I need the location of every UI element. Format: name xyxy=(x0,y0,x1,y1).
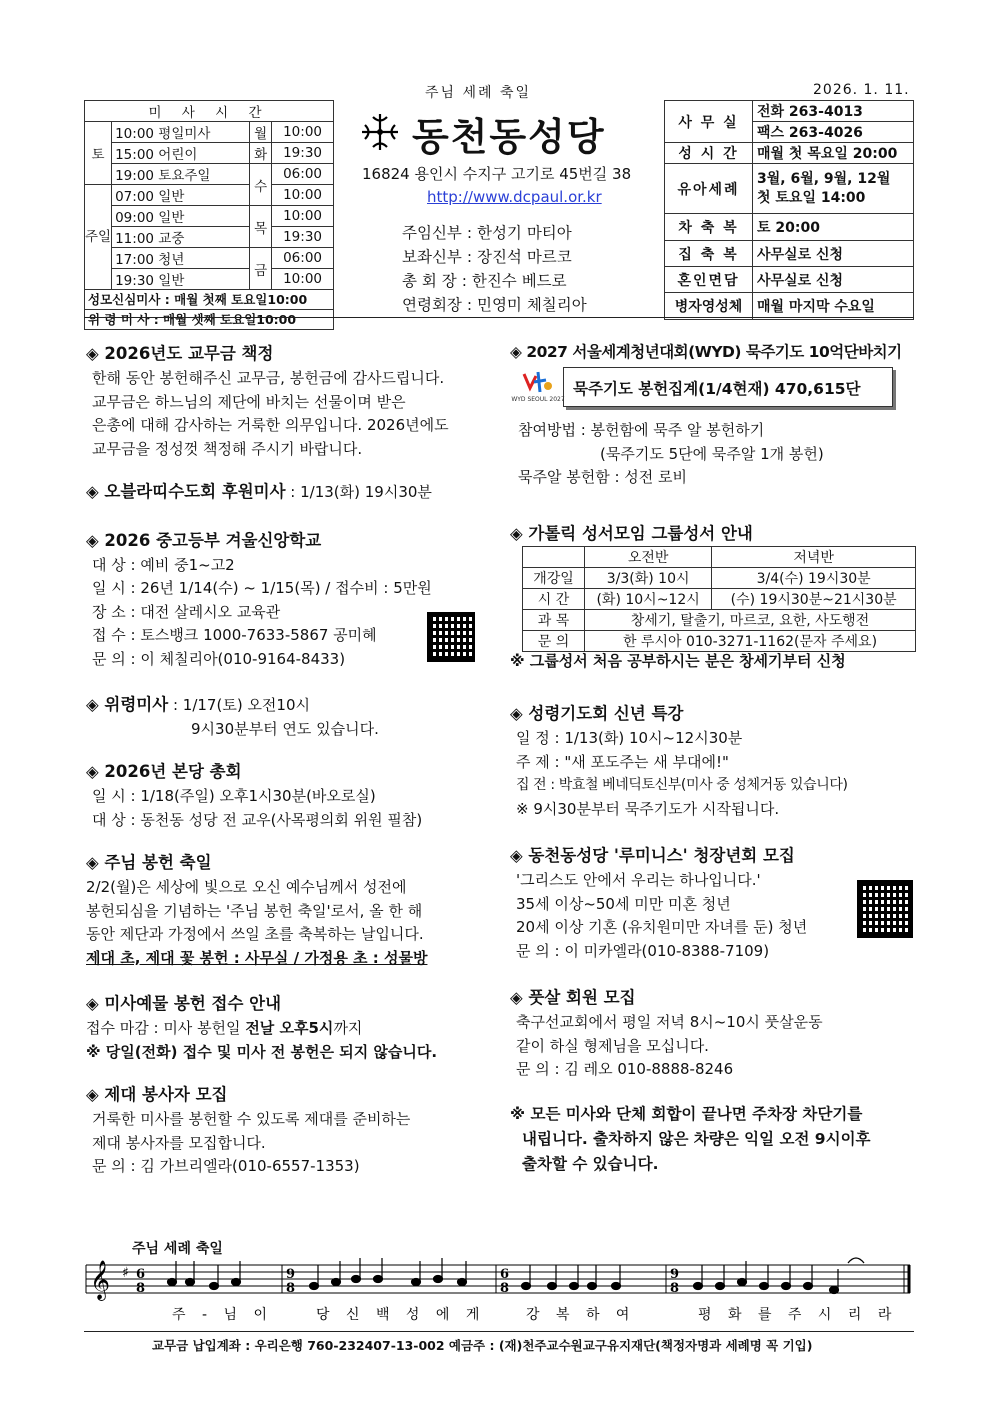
section-presentation-title: ◈ 주님 봉헌 축일 xyxy=(86,853,212,872)
svg-text:6: 6 xyxy=(136,1267,146,1282)
section-luminis-title: ◈ 동천동성당 '루미니스' 청장년회 모집 xyxy=(510,846,795,865)
section-oblati-time: : 1/13(화) 19시30분 xyxy=(285,483,432,501)
winter-school-qr-code-icon[interactable] xyxy=(427,612,475,662)
text-line: 2/2(월)은 세상에 빛으로 오신 예수님께서 성전에 xyxy=(86,878,407,896)
text-line: 문 의 : 이 체칠리아(010-9164-8433) xyxy=(92,649,346,668)
section-mass-offering-body xyxy=(86,1017,449,1064)
staff-president: 총 회 장 : 한진수 베드로 xyxy=(402,272,567,290)
weekday-time: 10:00 xyxy=(272,206,334,227)
lyric-line: 평 화 를 주 시 리 라 xyxy=(698,1307,898,1323)
table-cell: 한 루시아 010-3271-1162(문자 주세요) xyxy=(585,631,916,652)
saturday-label: 토 xyxy=(85,122,112,185)
text-line: 출차할 수 있습니다. xyxy=(522,1154,659,1173)
section-oblati-title: ◈ 오블라띠수도회 후원미사 xyxy=(86,482,286,501)
lyric-line: 당 신 백 성 에 게 xyxy=(316,1307,486,1323)
weekday-time: 10:00 xyxy=(272,269,334,290)
footer-account-info: 교무금 납입계좌 : 우리은행 760-232407-13-002 예금주 : (재)천주교수원교구유지재단(책정자명과 세례명 꼭 기입) xyxy=(152,1338,813,1353)
office-info-table xyxy=(664,100,914,320)
footer-divider xyxy=(84,1331,914,1332)
section-wyd-body xyxy=(518,419,824,490)
text-line: 문 의 : 김 레오 010-8888-8246 xyxy=(516,1060,734,1078)
svg-text:8: 8 xyxy=(670,1281,680,1296)
section-spirit-body xyxy=(516,727,871,821)
bulletin-date: 2026. 1. 11. xyxy=(813,82,910,98)
memorial-mass-note: 위 령 미 사 : 매월 셋째 토요일10:00 xyxy=(85,309,334,329)
section-memorial-time: : 1/17(토) 오전10시 xyxy=(168,696,310,714)
house-blessing-value: 사무실로 신청 xyxy=(753,241,914,267)
staff-assistant: 보좌신부 : 장진석 마르코 xyxy=(402,248,572,266)
text-line: 까지 xyxy=(333,1019,363,1037)
table-row xyxy=(523,610,916,631)
mass-time: 19:00 토요주일 xyxy=(112,164,250,185)
weekday-label: 금 xyxy=(250,248,272,290)
mass-time: 10:00 평일미사 xyxy=(112,122,250,143)
text-line: 일 정 : 1/13(화) 10시~12시30분 xyxy=(516,729,743,747)
office-phone: 전화 263-4013 xyxy=(753,101,914,122)
church-cross-logo-icon xyxy=(360,112,400,152)
marriage-label: 혼인면담 xyxy=(665,267,753,293)
text-line: 주 제 : "새 포도주는 새 부대에!" xyxy=(516,752,729,771)
text-line: 대 상 : 동천동 성당 전 교우(사목평의회 위원 필참) xyxy=(92,810,423,829)
text-line: 집 전 : 박효철 베네딕토신부(미사 중 성체거동 있습니다) xyxy=(516,777,848,793)
baptism-months: 3월, 6월, 9월, 12월 xyxy=(757,170,891,187)
text-line: 교무금은 하느님의 제단에 바치는 선물이며 받은 xyxy=(92,392,406,411)
marriage-value: 사무실로 신청 xyxy=(753,267,914,293)
section-memorial-mass xyxy=(86,691,449,718)
office-label: 사 무 실 xyxy=(665,101,753,143)
text-line: 교무금을 정성껏 책정해 주시기 바랍니다. xyxy=(92,439,363,458)
table-row xyxy=(523,631,916,652)
table-row xyxy=(523,568,916,589)
section-altar-server-title: ◈ 제대 봉사자 모집 xyxy=(86,1085,228,1104)
section-altar-server-body xyxy=(92,1108,449,1179)
weekday-label: 월 xyxy=(250,122,272,143)
text-line: '그리스도 안에서 우리는 하나입니다.' xyxy=(516,871,761,889)
section-spirit xyxy=(510,700,871,1177)
svg-text:8: 8 xyxy=(136,1281,146,1296)
text-line: 축구선교회에서 평일 저녁 8시~10시 풋살운동 xyxy=(516,1013,823,1031)
section-futsal-title: ◈ 풋살 회원 모집 xyxy=(510,988,636,1007)
section-presentation-body xyxy=(86,876,449,970)
mass-time: 19:30 일반 xyxy=(112,269,250,290)
section-luminis-body xyxy=(516,869,871,963)
mass-time: 07:00 일반 xyxy=(112,185,250,206)
staff-pastor: 주임신부 : 한성기 마티아 xyxy=(402,224,572,242)
section-offering-body xyxy=(92,367,449,461)
section-assembly-body xyxy=(92,785,449,832)
rosary-total-box: 묵주기도 봉헌집계(1/4현재) 470,615단 xyxy=(563,367,893,407)
lyric-line: 강 복 하 여 xyxy=(526,1307,636,1323)
music-title: 주님 세례 축일 xyxy=(132,1241,223,1257)
staff-funeral-head: 연령회장 : 민영미 체칠리아 xyxy=(402,296,587,314)
table-cell: 시 간 xyxy=(523,589,585,610)
table-header: 오전반 xyxy=(585,547,712,568)
bible-study-table xyxy=(522,546,916,652)
church-name: 동천동성당 xyxy=(412,115,606,159)
mass-offering-warning: ※ 당일(전화) 접수 및 미사 전 봉헌은 되지 않습니다. xyxy=(86,1042,438,1061)
weekday-label: 수 xyxy=(250,164,272,206)
svg-text:6: 6 xyxy=(500,1267,510,1282)
section-assembly-title: ◈ 2026년 본당 총회 xyxy=(86,762,242,781)
mass-table-title: 미 사 시 간 xyxy=(85,101,334,122)
right-column xyxy=(510,340,902,362)
mass-time: 09:00 일반 xyxy=(112,206,250,227)
bible-note: ※ 그룹성서 처음 공부하시는 분은 창세기부터 신청 xyxy=(510,652,846,670)
table-cell: 과 목 xyxy=(523,610,585,631)
weekday-time: 10:00 xyxy=(272,122,334,143)
lyric-line: 주 - 님 이 xyxy=(172,1307,273,1323)
luminis-qr-code-icon[interactable] xyxy=(857,880,913,938)
baptism-time: 첫 토요일 14:00 xyxy=(757,189,866,206)
text-line: 묵주알 봉헌함 : 성전 로비 xyxy=(518,468,688,486)
svg-text:8: 8 xyxy=(500,1281,510,1296)
table-cell: 개강일 xyxy=(523,568,585,589)
sick-communion-label: 병자영성체 xyxy=(665,293,753,320)
marian-mass-note: 성모신심미사 : 매월 첫째 토요일10:00 xyxy=(85,290,334,310)
mass-time: 11:00 교중 xyxy=(112,227,250,248)
sharp-icon: ♯ xyxy=(122,1265,129,1281)
svg-text:9: 9 xyxy=(286,1267,296,1282)
text-line: 일 시 : 26년 1/14(수) ~ 1/15(목) / 접수비 : 5만원 xyxy=(92,579,432,597)
text-line: 내립니다. 출차하지 않은 차량은 익일 오전 9시이후 xyxy=(522,1129,871,1148)
deadline-text: 전날 오후5시 xyxy=(245,1019,334,1037)
section-memorial-title: ◈ 위령미사 xyxy=(86,695,169,714)
section-mass-offering-title: ◈ 미사예물 봉헌 접수 안내 xyxy=(86,994,282,1013)
weekday-time: 10:00 xyxy=(272,185,334,206)
section-bible-title: ◈ 가톨릭 성서모임 그룹성서 안내 xyxy=(510,524,753,543)
feast-title: 주님 세례 축일 xyxy=(425,85,532,101)
staff-list xyxy=(402,221,587,317)
section-futsal-body xyxy=(516,1011,871,1082)
church-website-link[interactable]: http://www.dcpaul.or.kr xyxy=(427,188,602,206)
text-line: (묵주기도 5단에 묵주알 1개 봉헌) xyxy=(600,444,824,463)
wyd-logo-icon xyxy=(511,368,565,408)
weekday-time: 19:30 xyxy=(272,227,334,248)
church-address: 16824 용인시 수지구 고기로 45번길 38 xyxy=(362,165,632,183)
weekday-time: 19:30 xyxy=(272,143,334,164)
text-line: 대 상 : 예비 중1~고2 xyxy=(92,555,235,574)
text-line: 문 의 : 김 가브리엘라(010-6557-1353) xyxy=(92,1157,360,1175)
table-cell: 창세기, 탈출기, 마르코, 요한, 사도행전 xyxy=(585,610,916,631)
section-memorial-note: 9시30분부터 연도 있습니다. xyxy=(191,719,379,738)
text-line: 같이 하실 형제님을 모십니다. xyxy=(516,1036,709,1055)
fermata-icon xyxy=(848,1258,864,1263)
section-winter-school-title: ◈ 2026 중고등부 겨울신앙학교 xyxy=(86,530,322,550)
table-cell: 문 의 xyxy=(523,631,585,652)
text-line: 동안 제단과 가정에서 쓰일 초를 축복하는 날입니다. xyxy=(86,925,424,943)
section-spirit-title: ◈ 성령기도회 신년 특강 xyxy=(510,704,684,723)
text-line: ※ 9시30분부터 묵주기도가 시작됩니다. xyxy=(516,799,780,818)
svg-text:9: 9 xyxy=(670,1267,680,1282)
text-line: 참여방법 : 봉헌함에 묵주 알 봉헌하기 xyxy=(518,421,765,439)
car-blessing-label: 차 축 복 xyxy=(665,214,753,241)
text-line: 일 시 : 1/18(주일) 오후1시30분(바오로실) xyxy=(92,787,376,805)
weekday-label: 화 xyxy=(250,143,272,164)
text-line: 은총에 대해 감사하는 거룩한 의무입니다. 2026년에도 xyxy=(92,416,449,434)
table-cell: (화) 10시~12시 xyxy=(585,589,712,610)
text-line: 거룩한 미사를 봉헌할 수 있도록 제대를 준비하는 xyxy=(92,1110,411,1128)
weekday-time: 06:00 xyxy=(272,164,334,185)
left-column xyxy=(86,340,449,1179)
text-line: 문 의 : 이 미카엘라(010-8388-7109) xyxy=(516,941,770,960)
mass-time: 17:00 청년 xyxy=(112,248,250,269)
sick-communion-value: 매월 마지막 수요일 xyxy=(753,293,914,320)
text-line: 35세 이상~50세 미만 미혼 청년 xyxy=(516,894,731,913)
section-offering-title: ◈ 2026년도 교무금 책정 xyxy=(86,344,274,363)
baptism-label: 유아세례 xyxy=(665,164,753,214)
table-cell: 3/3(화) 10시 xyxy=(585,568,712,589)
header-divider xyxy=(84,317,914,318)
text-line: 제대 봉사자를 모집합니다. xyxy=(92,1133,266,1152)
table-row xyxy=(523,589,916,610)
mass-time: 15:00 어린이 xyxy=(112,143,250,164)
text-line: 접수 마감 : 미사 봉헌일 xyxy=(86,1019,246,1037)
mass-time-table xyxy=(84,100,334,330)
sunday-label: 주일 xyxy=(85,185,112,290)
section-oblati xyxy=(86,478,449,505)
table-cell: 3/4(수) 19시30분 xyxy=(712,568,916,589)
adoration-label: 성 시 간 xyxy=(665,143,753,164)
office-fax: 팩스 263-4026 xyxy=(753,122,914,143)
text-line: 장 소 : 대전 살레시오 교육관 xyxy=(92,602,281,621)
car-blessing-time: 토 20:00 xyxy=(753,214,914,241)
table-header: 저녁반 xyxy=(712,547,916,568)
music-staff xyxy=(86,1255,916,1325)
text-line: 20세 이상 기혼 (유치원미만 자녀를 둔) 청년 xyxy=(516,918,808,936)
text-line: 봉헌되심을 기념하는 '주님 봉헌 축일'로서, 올 한 해 xyxy=(86,901,423,920)
weekday-label: 목 xyxy=(250,206,272,248)
svg-text:8: 8 xyxy=(286,1281,296,1296)
table-header xyxy=(523,547,585,568)
parking-notice xyxy=(510,1102,871,1177)
wyd-logo-text: WYD SEOUL 2027 xyxy=(511,396,565,403)
house-blessing-label: 집 축 복 xyxy=(665,241,753,267)
text-line: ※ 모든 미사와 단체 회합이 끝나면 주차장 차단기를 xyxy=(510,1104,863,1123)
treble-clef-icon: 𝄞 xyxy=(90,1260,111,1300)
table-cell: (수) 19시30분~21시30분 xyxy=(712,589,916,610)
section-wyd-title: ◈ 2027 서울세계청년대회(WYD) 묵주기도 10억단바치기 xyxy=(510,343,902,361)
text-line: 한해 동안 봉헌해주신 교무금, 봉헌금에 감사드립니다. xyxy=(92,369,445,387)
weekday-time: 06:00 xyxy=(272,248,334,269)
section-winter-school-body xyxy=(92,554,449,672)
text-line: 접 수 : 토스뱅크 1000-7633-5867 공미혜 xyxy=(92,626,377,644)
candle-offering-note: 제대 초, 제대 꽃 봉헌 : 사무실 / 가정용 초 : 성물방 xyxy=(86,948,428,967)
adoration-time: 매월 첫 목요일 20:00 xyxy=(753,143,914,164)
